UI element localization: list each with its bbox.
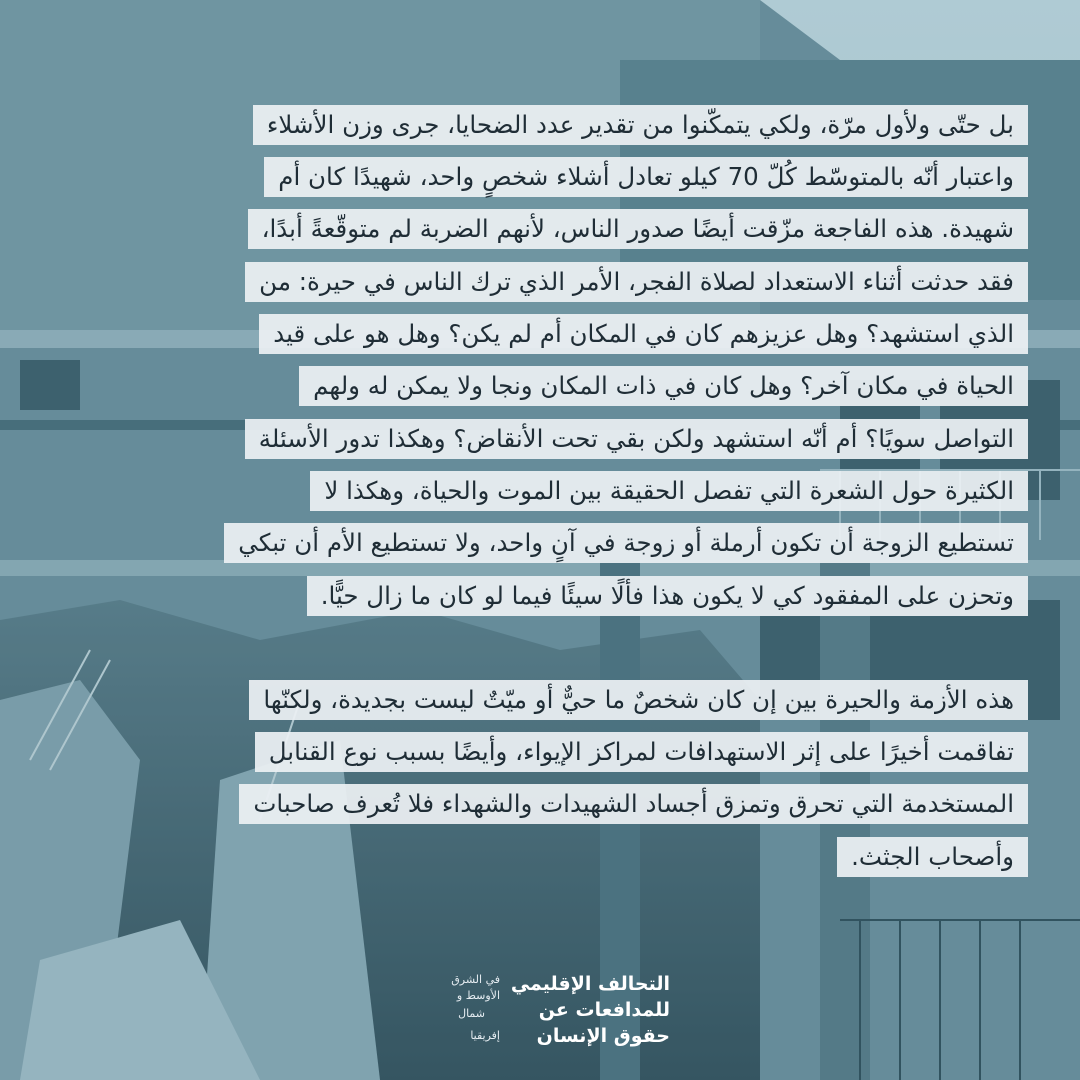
text-line: الكثيرة حول الشعرة التي تفصل الحقيقة بين الموت والحياة، وهكذا لا	[310, 471, 1028, 511]
text-line: التواصل سويًا؟ أم أنّه استشهد ولكن بقي تحت الأنقاض؟ وهكذا تدور الأسئلة	[245, 419, 1028, 459]
text-line: فقد حدثت أثناء الاستعداد لصلاة الفجر، الأمر الذي ترك الناس في حيرة: من	[245, 262, 1028, 302]
logo-region-line-3: شمال	[458, 1007, 485, 1020]
logo-region-line-4: إفريقيا	[470, 1029, 500, 1042]
text-line: تستطيع الزوجة أن تكون أرملة أو زوجة في آنٍ واحد، ولا تستطيع الأم أن تبكي	[224, 523, 1028, 563]
logo-name-line-3: حقوق الإنسان	[536, 1025, 670, 1047]
text-line: واعتبار أنّه بالمتوسّط كُلّ 70 كيلو تعادل أشلاء شخصٍ واحد، شهيدًا كان أم	[264, 157, 1028, 197]
organization-logo	[410, 968, 670, 1058]
text-line: الذي استشهد؟ وهل عزيزهم كان في المكان أم لم يكن؟ وهل هو على قيد	[259, 314, 1028, 354]
logo-region-line-2: الأوسط و	[456, 989, 500, 1002]
text-line: بل حتّى ولأول مرّة، ولكي يتمكّنوا من تقدير عدد الضحايا، جرى وزن الأشلاء	[253, 105, 1028, 145]
text-line: المستخدمة التي تحرق وتمزق أجساد الشهيدات والشهداء فلا تُعرف صاحبات	[239, 784, 1028, 824]
text-line: الحياة في مكان آخر؟ وهل كان في ذات المكان ونجا ولا يمكن له ولهم	[299, 366, 1028, 406]
text-line: تفاقمت أخيرًا على إثر الاستهدافات لمراكز الإيواء، وأيضًا بسبب نوع القنابل	[255, 732, 1028, 772]
text-line: وأصحاب الجثث.	[837, 837, 1028, 877]
text-line: وتحزن على المفقود كي لا يكون هذا فألًا سيئًا فيما لو كان ما زال حيًّا.	[307, 576, 1028, 616]
text-line: شهيدة. هذه الفاجعة مزّقت أيضًا صدور الناس، لأنهم الضربة لم متوقّعةً أبدًا،	[248, 209, 1028, 249]
logo-region-line-1: في الشرق	[451, 973, 500, 986]
text-line: هذه الأزمة والحيرة بين إن كان شخصٌ ما حيٌّ أو ميّتٌ ليست بجديدة، ولكنّها	[249, 680, 1028, 720]
logo-name-line-1: التحالف الإقليمي	[510, 973, 670, 995]
logo-name-line-2: للمدافعات عن	[538, 999, 670, 1021]
